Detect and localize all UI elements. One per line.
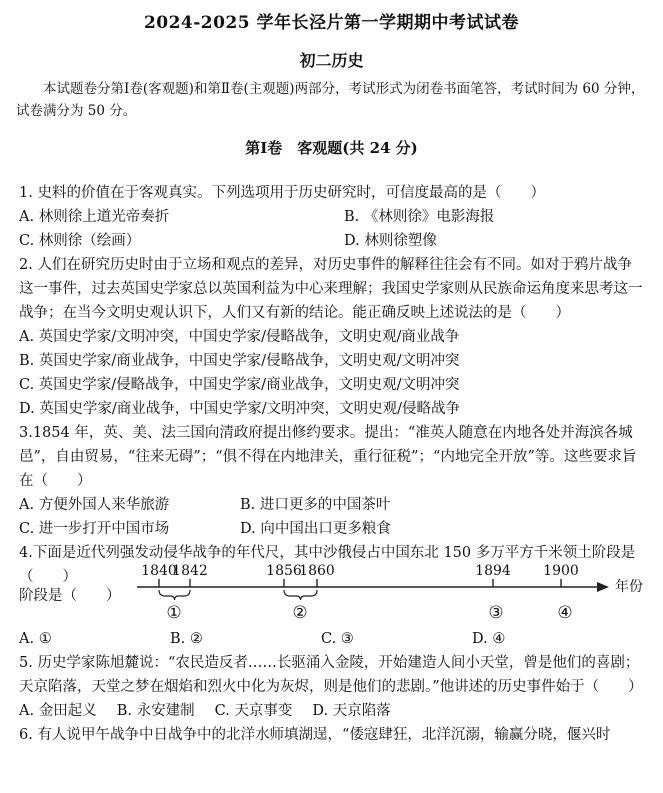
question-3: [19, 421, 645, 541]
timeline-figure: [19, 565, 645, 627]
question-stem: 3.1854 年，英、美、法三国向清政府提出修约要求。提出：“准英人随意在内地各处并海滨各城邑”，自由贸易，“往来无碍”；“俱不得在内地津关，重行征税”；“内地完全开放”等。这些要求旨在（ ）: [19, 425, 637, 489]
option-list: [19, 699, 645, 723]
timeline-period-marker: ②: [292, 603, 308, 623]
option-b[interactable]: B. 永安建制: [116, 703, 195, 719]
option-a[interactable]: A. 英国史学家/文明冲突，中国史学家/侵略战争，文明史观/商业战争: [19, 329, 460, 345]
timeline-year-label: 1894: [475, 563, 511, 579]
timeline-period-marker: ④: [557, 603, 573, 623]
question-list: [19, 181, 645, 741]
option-b[interactable]: B. 《林则徐》电影海报: [344, 209, 495, 225]
question-stem: 1. 史料的价值在于客观真实。下列选项用于历史研究时，可信度最高的是（ ）: [19, 185, 545, 201]
option-b[interactable]: B. ②: [170, 631, 203, 647]
option-c[interactable]: C. 英国史学家/侵略战争，中国史学家/商业战争，文明史观/文明冲突: [19, 377, 460, 393]
question-4: [19, 541, 645, 651]
option-a[interactable]: A. ①: [19, 631, 52, 647]
timeline-period-marker: ③: [488, 603, 504, 623]
option-a[interactable]: A. 金田起义: [19, 703, 97, 719]
question-stem-continued: 阶段是（ ）: [19, 588, 121, 604]
timeline-period-brace: [284, 590, 317, 600]
option-b[interactable]: B. 英国史学家/商业战争，中国史学家/侵略战争，文明史观/文明冲突: [19, 353, 460, 369]
option-b[interactable]: B. 进口更多的中国茶叶: [240, 497, 391, 513]
question-stem: 2. 人们在研究历史时由于立场和观点的差异，对历史事件的解释往往会有不同。如对于鸦片战争这一事件，过去英国史学家总以英国利益为中心来理解；我国史学家则从民族命运角度来思考这一战争；在当今文明史观认识下，人们又有新的结论。能正确反映上述说法的是（ ）: [19, 257, 643, 321]
option-c[interactable]: C. 林则徐（绘画）: [19, 233, 141, 249]
option-a[interactable]: A. 林则徐上道光帝奏折: [19, 209, 170, 225]
timeline-period-marker: ①: [166, 603, 182, 623]
timeline-year-label: 1900: [543, 563, 579, 579]
option-d[interactable]: D. 向中国出口更多粮食: [240, 521, 391, 537]
timeline-year-label: 1840: [141, 563, 177, 579]
option-list: [19, 493, 645, 517]
timeline-period-brace: [159, 590, 190, 600]
timeline-ruler: [19, 561, 645, 625]
option-list: [19, 325, 645, 421]
timeline-year-label: 1842: [172, 563, 208, 579]
option-list: [19, 205, 645, 253]
option-c[interactable]: C. ③: [321, 631, 354, 647]
option-c[interactable]: C. 进一步打开中国市场: [19, 521, 170, 537]
question-6: [19, 723, 645, 741]
timeline-arrow: [597, 582, 609, 592]
question-stem: 6. 有人说甲午战争中日战争中的北洋水师填湖逞，“倭寇肆狂，北洋沉溺，输赢分晓，偃兴时: [19, 727, 611, 743]
question-5: [19, 651, 645, 723]
option-d[interactable]: D. 英国史学家/商业战争，中国史学家/文明冲突，文明史观/侵略战争: [19, 401, 460, 417]
option-d[interactable]: D. 林则徐塑像: [344, 233, 437, 249]
question-1: [19, 181, 645, 253]
option-a[interactable]: A. 方便外国人来华旅游: [19, 497, 170, 513]
question-2: [19, 253, 645, 421]
timeline-year-label: 1860: [299, 563, 335, 579]
timeline-year-label: 1856: [266, 563, 302, 579]
option-c[interactable]: C. 天京事变: [214, 703, 293, 719]
question-stem: 4.下面是近代列强发动侵华战争的年代尺，其中沙俄侵占中国东北 150 多万平方千米领土阶段是（ ）: [19, 545, 636, 585]
option-list: [19, 627, 645, 651]
section-title: 第Ⅰ卷 客观题(共 24 分): [245, 139, 418, 157]
option-list: [19, 517, 645, 541]
option-d[interactable]: D. 天京陷落: [312, 703, 391, 719]
exam-title: 2024-2025 学年长泾片第一学期期中考试试卷: [143, 13, 520, 33]
timeline-axis-label: 年份: [615, 579, 643, 595]
question-stem: 5. 历史学家陈旭麓说：“农民造反者……长驱涌入金陵，开始建造人间小天堂，曾是他们的喜剧；天京陷落，天堂之梦在烟焰和烈火中化为灰烬，则是他们的悲剧。”他讲述的历史事件始于（ ）: [19, 655, 643, 695]
exam-subtitle: 初二历史: [299, 51, 364, 70]
option-d[interactable]: D. ④: [472, 631, 506, 647]
exam-instructions: 本试题卷分第Ⅰ卷(客观题)和第Ⅱ卷(主观题)两部分，考试形式为闭卷书面笔答，考试时间为 60 分钟，试卷满分为 50 分。: [16, 81, 645, 119]
